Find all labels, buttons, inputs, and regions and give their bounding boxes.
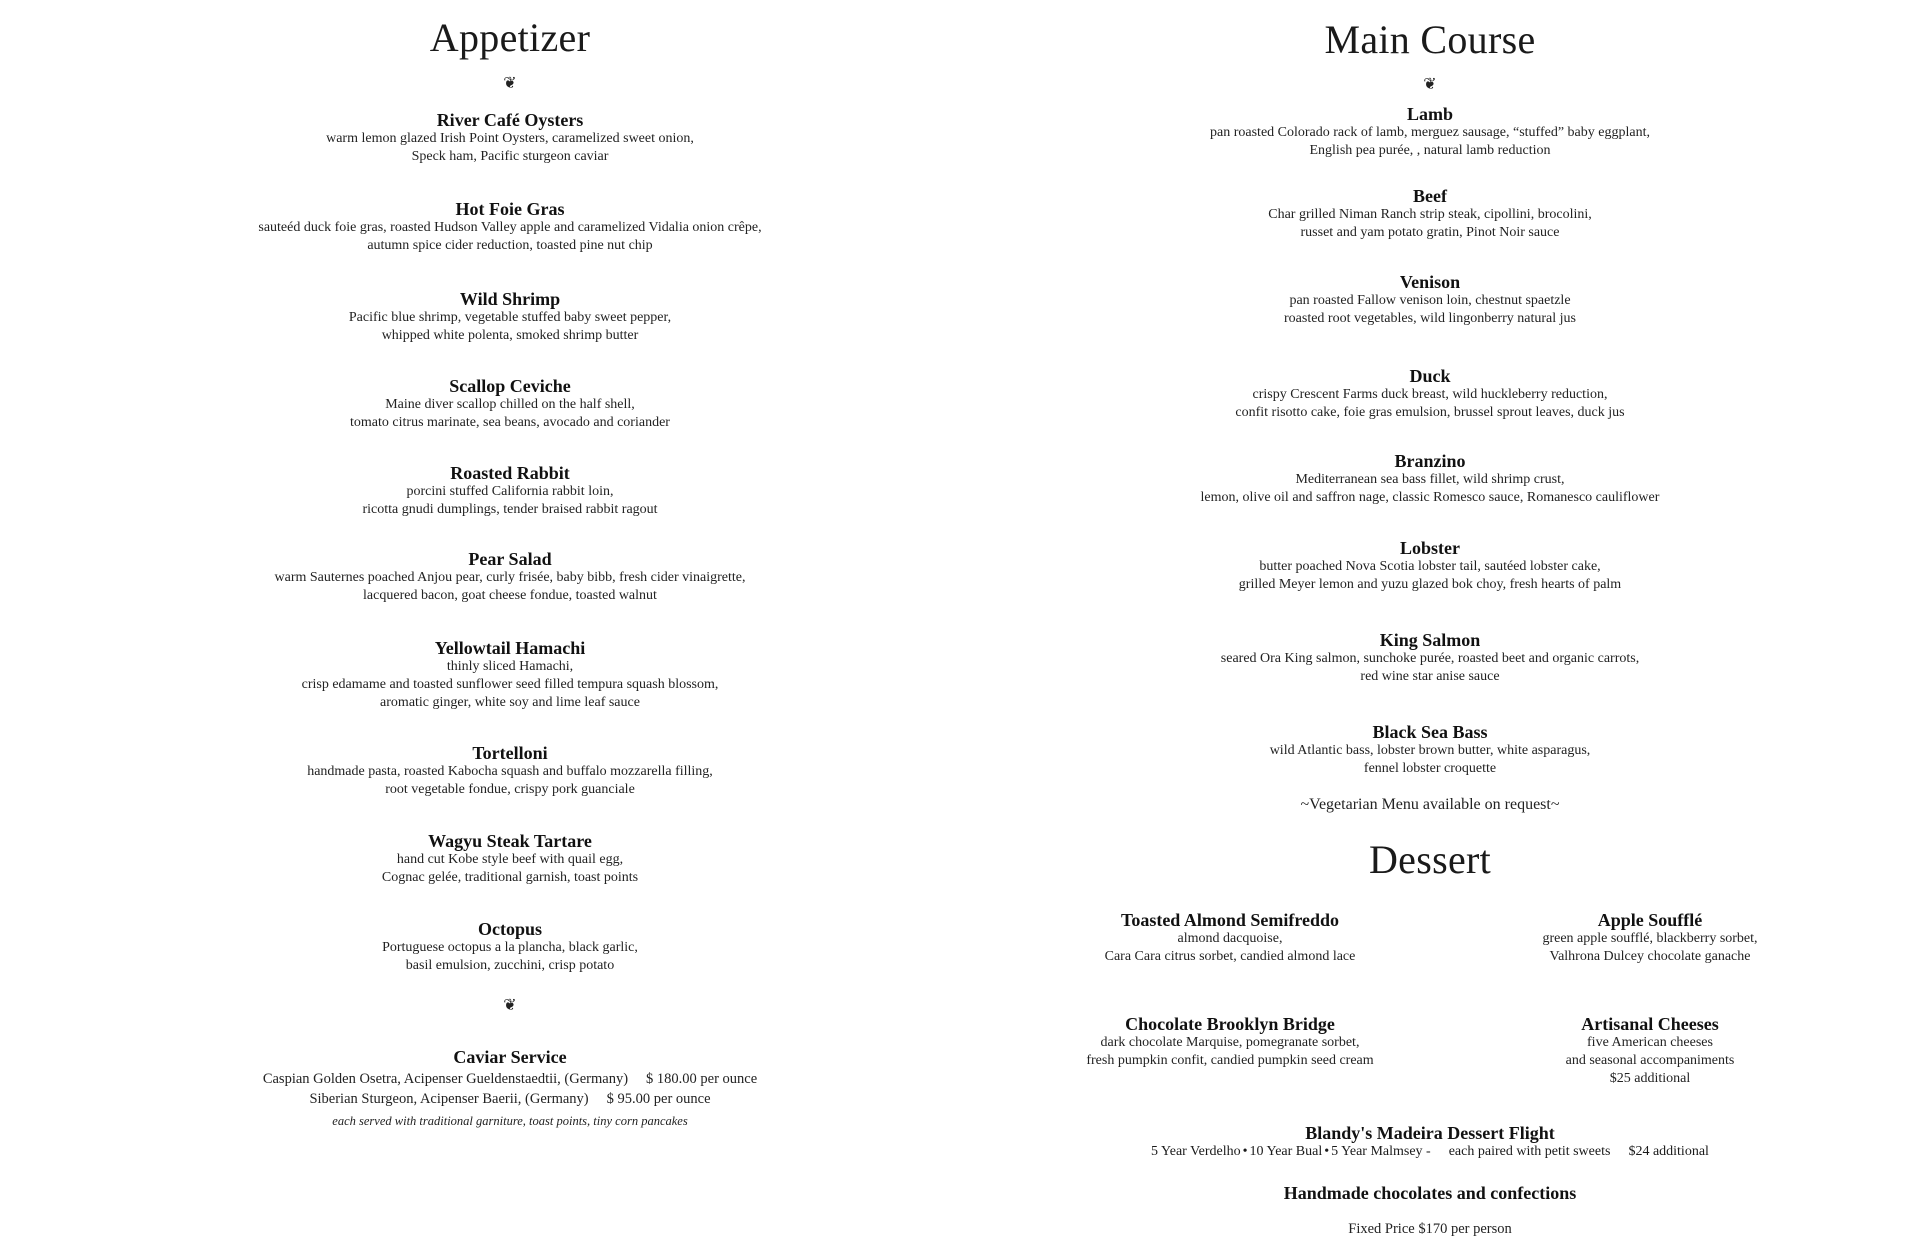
appetizer-item — [160, 376, 860, 432]
madeira-wine: 5 Year Malmsey - — [1331, 1144, 1431, 1159]
caviar-description: Caspian Golden Osetra, Acipenser Gueldenstaedtii, (Germany) — [262, 1071, 629, 1087]
description-line: red wine star anise sauce — [1360, 669, 1500, 684]
description-line: Char grilled Niman Ranch strip steak, cipollini, brocolini, — [1268, 207, 1592, 222]
vegetarian-note: ~Vegetarian Menu available on request~ — [1300, 796, 1560, 813]
appetizer-bottom-ornament-icon: ❦ — [503, 997, 517, 1014]
main-course-item — [1080, 104, 1780, 160]
item-name: Duck — [1409, 366, 1451, 386]
fixed-price — [1080, 1220, 1780, 1238]
appetizer-item — [160, 463, 860, 519]
item-name: Apple Soufflé — [1597, 910, 1703, 930]
description-line: butter poached Nova Scotia lobster tail, sautéed lobster cake, — [1259, 559, 1601, 574]
item-name: Yellowtail Hamachi — [434, 638, 586, 658]
appetizer-ornament-icon: ❦ — [503, 75, 517, 92]
description-line: pan roasted Fallow venison loin, chestnut spaetzle — [1289, 293, 1571, 308]
item-description — [160, 763, 860, 799]
description-line: crispy Crescent Farms duck breast, wild huckleberry reduction, — [1252, 387, 1608, 402]
item-description — [160, 219, 860, 255]
item-description — [160, 939, 860, 975]
main-course-item — [1080, 630, 1780, 686]
item-name: Pear Salad — [468, 549, 552, 569]
caviar-price: $ 95.00 per ounce — [606, 1091, 711, 1107]
appetizer-item — [160, 638, 860, 712]
item-description — [1490, 930, 1810, 966]
appetizer-item — [160, 199, 860, 255]
description-line: basil emulsion, zucchini, crisp potato — [405, 958, 615, 973]
main-course-item — [1080, 538, 1780, 594]
description-line: crisp edamame and toasted sunflower seed filled tempura squash blossom, — [301, 677, 719, 692]
appetizer-item — [160, 549, 860, 605]
description-line: Maine diver scallop chilled on the half shell, — [385, 397, 635, 412]
madeira-price: $24 additional — [1628, 1144, 1709, 1159]
description-line: lemon, olive oil and saffron nage, classic Romesco sauce, Romanesco cauliflower — [1200, 490, 1660, 505]
item-description — [160, 483, 860, 519]
main-course-title: Main Course — [1324, 17, 1536, 62]
appetizer-item — [160, 743, 860, 799]
main-course-item — [1080, 186, 1780, 242]
description-line: Speck ham, Pacific sturgeon caviar — [411, 149, 609, 164]
item-name: Branzino — [1394, 451, 1466, 471]
description-line: confit risotto cake, foie gras emulsion, brussel sprout leaves, duck jus — [1235, 405, 1625, 420]
item-name: Wagyu Steak Tartare — [428, 831, 592, 851]
chocolates-title: Handmade chocolates and confections — [1283, 1183, 1577, 1203]
description-line: porcini stuffed California rabbit loin, — [406, 484, 614, 499]
appetizer-item — [160, 919, 860, 975]
main-course-item — [1080, 722, 1780, 778]
description-line: thinly sliced Hamachi, — [446, 659, 574, 674]
appetizer-title: Appetizer — [429, 15, 591, 60]
item-name: Scallop Ceviche — [449, 376, 571, 396]
caviar-row — [160, 1069, 860, 1089]
madeira-wine: 10 Year Bual — [1249, 1144, 1323, 1159]
item-name: River Café Oysters — [436, 110, 584, 130]
main-course-item — [1080, 272, 1780, 328]
madeira-wine: 5 Year Verdelho — [1151, 1144, 1241, 1159]
dessert-item — [1490, 1014, 1810, 1088]
description-line: ricotta gnudi dumplings, tender braised rabbit ragout — [362, 502, 658, 517]
dessert-title: Dessert — [1368, 837, 1492, 882]
caviar-note: each served with traditional garniture, toast points, tiny corn pancakes — [332, 1114, 688, 1128]
description-line: seared Ora King salmon, sunchoke purée, roasted beet and organic carrots, — [1220, 651, 1640, 666]
item-description — [1030, 930, 1430, 966]
caviar-price: $ 180.00 per ounce — [646, 1071, 758, 1087]
description-line: lacquered bacon, goat cheese fondue, toasted walnut — [363, 588, 657, 603]
item-name: Lobster — [1400, 538, 1460, 558]
caviar-details — [160, 1069, 860, 1131]
item-description — [160, 309, 860, 345]
item-description — [160, 130, 860, 166]
item-description — [1080, 292, 1780, 328]
item-description — [1080, 386, 1780, 422]
appetizer-item — [160, 289, 860, 345]
description-line: autumn spice cider reduction, toasted pine nut chip — [367, 238, 653, 253]
item-description — [1080, 206, 1780, 242]
caviar-row — [160, 1089, 860, 1109]
main-course-item — [1080, 451, 1780, 507]
item-description — [1080, 742, 1780, 778]
description-line: roasted root vegetables, wild lingonberry natural jus — [1284, 311, 1576, 326]
description-line: Cara Cara citrus sorbet, candied almond lace — [1104, 949, 1356, 964]
description-line: $25 additional — [1609, 1071, 1691, 1086]
description-line: tomato citrus marinate, sea beans, avocado and coriander — [350, 415, 670, 430]
madeira-pairing: each paired with petit sweets — [1448, 1144, 1611, 1159]
madeira-details — [1080, 1143, 1780, 1161]
description-line: Pacific blue shrimp, vegetable stuffed baby sweet pepper, — [348, 310, 672, 325]
dessert-item — [1490, 910, 1810, 966]
description-line: Mediterranean sea bass fillet, wild shrimp crust, — [1295, 472, 1565, 487]
madeira-title: Blandy's Madeira Dessert Flight — [1305, 1123, 1555, 1143]
item-description — [1080, 471, 1780, 507]
caviar-service — [160, 1047, 860, 1131]
item-description — [1080, 650, 1780, 686]
main-course-ornament-icon: ❦ — [1423, 76, 1437, 93]
item-description — [1490, 1034, 1810, 1088]
item-description — [160, 658, 860, 712]
separator-dot-icon: • — [1324, 1144, 1330, 1159]
description-line: Valhrona Dulcey chocolate ganache — [1549, 949, 1751, 964]
main-course-item — [1080, 366, 1780, 422]
dessert-item — [1030, 1014, 1430, 1070]
description-line: warm lemon glazed Irish Point Oysters, caramelized sweet onion, — [326, 131, 694, 146]
description-line: pan roasted Colorado rack of lamb, merguez sausage, “stuffed” baby eggplant, — [1210, 125, 1650, 140]
item-name: Lamb — [1406, 104, 1453, 124]
chocolates-note — [1080, 1183, 1780, 1203]
caviar-title: Caviar Service — [453, 1047, 567, 1067]
caviar-description: Siberian Sturgeon, Acipenser Baerii, (Germany) — [309, 1091, 589, 1107]
item-description — [160, 569, 860, 605]
appetizer-item — [160, 110, 860, 166]
description-line: wild Atlantic bass, lobster brown butter, white asparagus, — [1269, 743, 1591, 758]
description-line: Portuguese octopus a la plancha, black garlic, — [382, 940, 638, 955]
item-description — [1030, 1034, 1430, 1070]
appetizer-item — [160, 831, 860, 887]
item-name: Toasted Almond Semifreddo — [1120, 910, 1340, 930]
description-line: and seasonal accompaniments — [1565, 1053, 1735, 1068]
description-line: dark chocolate Marquise, pomegranate sorbet, — [1100, 1035, 1360, 1050]
description-line: grilled Meyer lemon and yuzu glazed bok choy, fresh hearts of palm — [1238, 577, 1622, 592]
item-name: Octopus — [477, 919, 542, 939]
item-name: Venison — [1399, 272, 1461, 292]
description-line: green apple soufflé, blackberry sorbet, — [1542, 931, 1758, 946]
item-name: Artisanal Cheeses — [1581, 1014, 1719, 1034]
description-line: English pea purée, , natural lamb reduction — [1309, 143, 1551, 158]
description-line: aromatic ginger, white soy and lime leaf sauce — [380, 695, 640, 710]
separator-dot-icon: • — [1242, 1144, 1248, 1159]
description-line: five American cheeses — [1587, 1035, 1713, 1050]
madeira-flight — [1080, 1123, 1780, 1161]
description-line: fresh pumpkin confit, candied pumpkin seed cream — [1086, 1053, 1374, 1068]
fixed-price-text: Fixed Price $170 per person — [1348, 1221, 1512, 1237]
description-line: warm Sauternes poached Anjou pear, curly frisée, baby bibb, fresh cider vinaigrette, — [274, 570, 746, 585]
item-name: Wild Shrimp — [459, 289, 561, 309]
description-line: root vegetable fondue, crispy pork guanciale — [385, 782, 635, 797]
item-name: Hot Foie Gras — [455, 199, 565, 219]
item-description — [1080, 124, 1780, 160]
description-line: whipped white polenta, smoked shrimp butter — [381, 328, 639, 343]
item-description — [160, 396, 860, 432]
description-line: Cognac gelée, traditional garnish, toast points — [381, 870, 639, 885]
description-line: handmade pasta, roasted Kabocha squash and buffalo mozzarella filling, — [307, 764, 713, 779]
description-line: sauteéd duck foie gras, roasted Hudson Valley apple and caramelized Vidalia onion crêpe, — [258, 220, 762, 235]
item-description — [160, 851, 860, 887]
description-line: almond dacquoise, — [1177, 931, 1283, 946]
item-name: Tortelloni — [472, 743, 548, 763]
description-line: hand cut Kobe style beef with quail egg, — [396, 852, 624, 867]
item-description — [1080, 558, 1780, 594]
item-name: Black Sea Bass — [1372, 722, 1488, 742]
dessert-item — [1030, 910, 1430, 966]
item-name: Chocolate Brooklyn Bridge — [1125, 1014, 1335, 1034]
description-line: fennel lobster croquette — [1363, 761, 1497, 776]
description-line: russet and yam potato gratin, Pinot Noir sauce — [1300, 225, 1560, 240]
item-name: Roasted Rabbit — [450, 463, 570, 483]
item-name: Beef — [1413, 186, 1447, 206]
item-name: King Salmon — [1379, 630, 1481, 650]
